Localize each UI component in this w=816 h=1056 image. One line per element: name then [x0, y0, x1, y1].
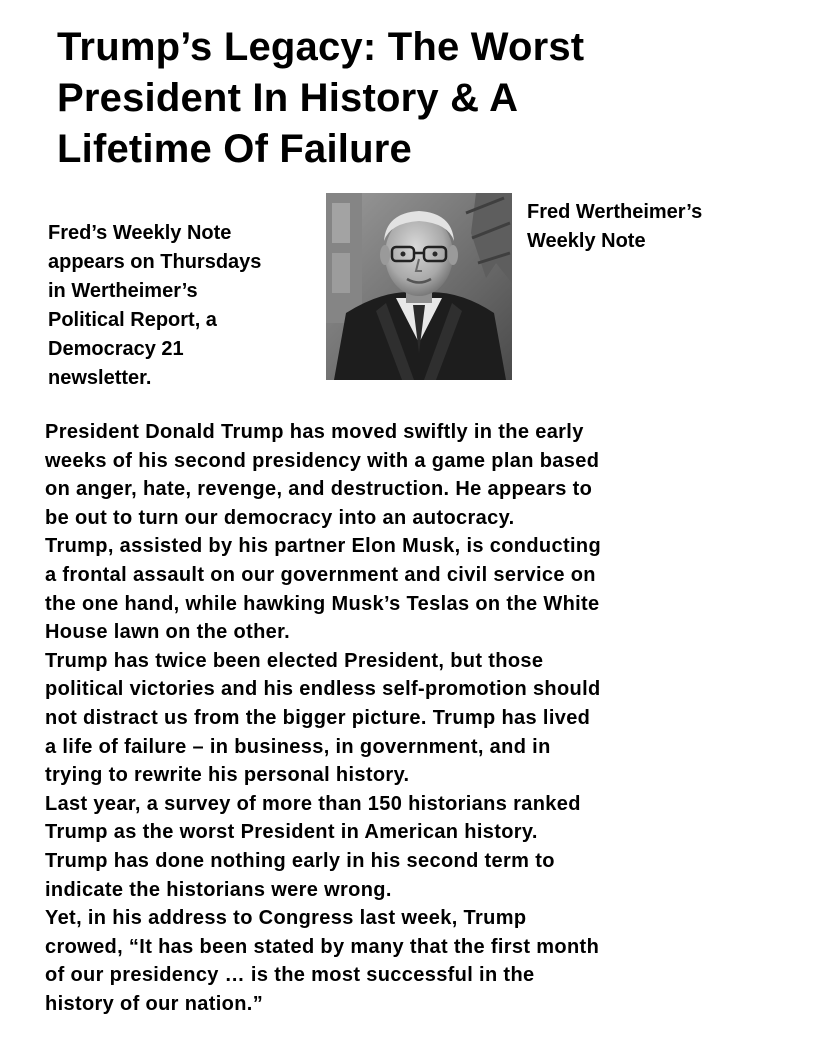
byline-line: Weekly Note	[527, 230, 646, 252]
text-line: Trump as the worst President in American history.	[45, 821, 538, 844]
title-line: President In History & A	[57, 76, 519, 120]
note-line: appears on Thursdays	[48, 251, 262, 273]
article-body	[45, 418, 805, 1018]
text-line: trying to rewrite his personal history.	[45, 764, 410, 787]
text-line: not distract us from the bigger picture. Trump has lived	[45, 706, 591, 729]
paragraph	[45, 647, 805, 790]
text-line: crowed, “It has been stated by many that the first month	[45, 935, 600, 958]
title-line: Trump’s Legacy: The Worst	[57, 25, 585, 69]
text-line: House lawn on the other.	[45, 621, 291, 644]
text-line: Yet, in his address to Congress last week, Trump	[45, 907, 527, 930]
note-line: newsletter.	[48, 367, 152, 389]
author-portrait	[326, 193, 512, 380]
text-line: a frontal assault on our government and civil service on	[45, 563, 596, 586]
note-line: Democracy 21	[48, 338, 184, 360]
text-line: weeks of his second presidency with a game plan based	[45, 449, 600, 472]
text-line: the one hand, while hawking Musk’s Teslas on the White	[45, 592, 600, 615]
paragraph	[45, 532, 805, 646]
text-line: history of our nation.”	[45, 992, 264, 1015]
text-line: of our presidency … is the most successful in the	[45, 964, 535, 987]
text-line: a life of failure – in business, in government, and in	[45, 735, 551, 758]
title-line: Lifetime Of Failure	[57, 127, 412, 171]
byline-line: Fred Wertheimer’s	[527, 201, 703, 223]
newsletter-note	[48, 219, 328, 393]
text-line: indicate the historians were wrong.	[45, 878, 392, 901]
paragraph	[45, 904, 805, 1018]
text-line: Trump, assisted by his partner Elon Musk, is conducting	[45, 535, 602, 558]
note-line: in Wertheimer’s	[48, 280, 198, 302]
text-line: Trump has twice been elected President, but those	[45, 649, 544, 672]
paragraph	[45, 418, 805, 532]
note-line: Fred’s Weekly Note	[48, 222, 232, 244]
note-line: Political Report, a	[48, 309, 217, 331]
text-line: President Donald Trump has moved swiftly in the early	[45, 421, 584, 443]
article-title	[57, 22, 777, 175]
text-line: Last year, a survey of more than 150 historians ranked	[45, 792, 581, 815]
author-portrait-illustration	[326, 193, 512, 380]
text-line: political victories and his endless self-promotion should	[45, 678, 601, 701]
text-line: Trump has done nothing early in his second term to	[45, 849, 555, 872]
text-line: be out to turn our democracy into an autocracy.	[45, 506, 515, 529]
text-line: on anger, hate, revenge, and destruction. He appears to	[45, 478, 593, 501]
paragraph	[45, 790, 805, 904]
author-byline	[527, 198, 797, 256]
